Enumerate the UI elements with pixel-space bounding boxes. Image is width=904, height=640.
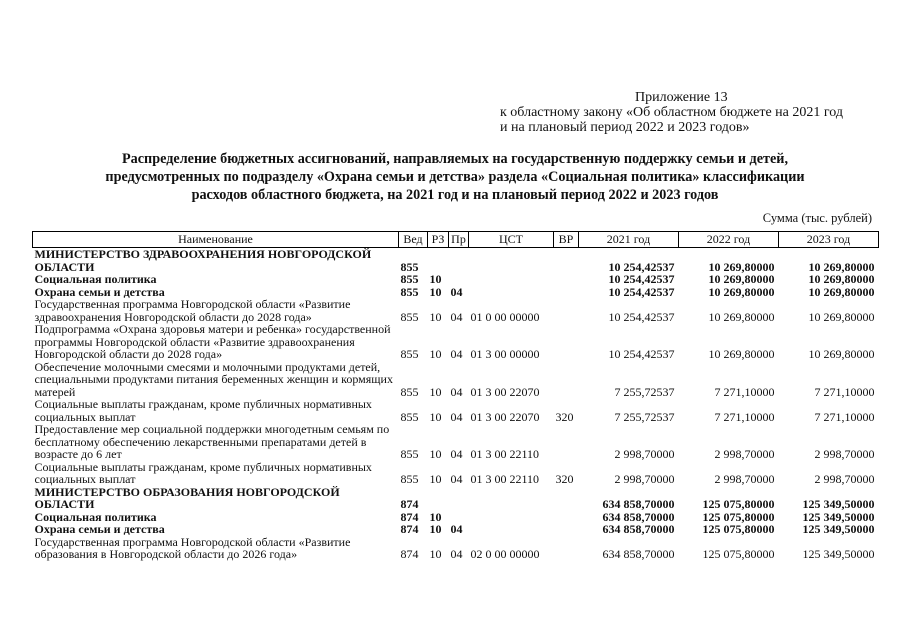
cell-rz: 10: [429, 384, 442, 399]
table-row: [33, 536, 879, 561]
cell-rz: [428, 486, 449, 511]
cell-pr: 04: [450, 384, 463, 399]
cell-ved: 855: [400, 447, 419, 461]
cell-rz: 10: [429, 472, 442, 486]
cell-y2021: 634 858,70000: [602, 522, 675, 536]
cell-pr: [449, 248, 469, 274]
cell-cst: 01 3 00 22070: [470, 384, 540, 399]
cell-vr: [554, 423, 579, 461]
cell-ved: 855: [400, 384, 419, 399]
cell-cst: [469, 273, 554, 286]
cell-rz: 10: [429, 547, 442, 561]
cell-name: Подпрограмма «Охрана здоровья матери и ребенка» государственной программы Новгородской области «Развитие здравоохранения Новгородской области до 2028 года»: [34, 322, 391, 361]
cell-y2021: 2 998,70000: [614, 447, 675, 461]
cell-y2023: 10 269,80000: [808, 259, 875, 274]
cell-pr: [449, 486, 469, 511]
table-row: [33, 298, 879, 323]
col-header-2021: 2021 год: [579, 232, 679, 248]
cell-cst: [469, 486, 554, 511]
cell-vr: 320: [555, 472, 574, 486]
col-header-pr: Пр: [449, 232, 469, 248]
col-header-rz: РЗ: [428, 232, 449, 248]
table-header-row: [33, 232, 879, 248]
cell-cst: [469, 511, 554, 524]
cell-y2023: 10 269,80000: [808, 309, 875, 324]
col-header-2023: 2023 год: [779, 232, 879, 248]
cell-ved: 855: [400, 409, 419, 424]
cell-vr: [554, 523, 579, 536]
col-header-2022: 2022 год: [679, 232, 779, 248]
cell-y2022: 7 271,10000: [714, 384, 775, 399]
cell-y2023: 10 269,80000: [808, 284, 875, 299]
cell-ved: 874: [400, 547, 419, 561]
cell-rz: 10: [429, 409, 442, 424]
cell-cst: 01 3 00 00000: [470, 347, 540, 361]
cell-y2023: 10 269,80000: [808, 347, 875, 361]
cell-rz: 10: [429, 347, 442, 361]
cell-cst: 01 3 00 22070: [470, 409, 540, 424]
cell-y2022: 2 998,70000: [714, 472, 775, 486]
cell-y2023: 2 998,70000: [814, 447, 875, 461]
appendix-number: Приложение 13: [635, 90, 728, 105]
cell-y2023: 2 998,70000: [814, 472, 875, 486]
table-row: [33, 273, 879, 286]
table-row: [33, 486, 879, 511]
cell-ved: 855: [400, 259, 419, 274]
cell-ved: 855: [400, 309, 419, 324]
document-title: [40, 150, 870, 204]
cell-pr: 04: [450, 347, 463, 361]
cell-name: МИНИСТЕРСТВО ОБРАЗОВАНИЯ НОВГОРОДСКОЙ ОБЛАСТИ: [34, 484, 340, 511]
units-label: Сумма (тыс. рублей): [762, 211, 872, 225]
cell-name: Государственная программа Новгородской области «Развитие образования в Новгородской области до 2026 года»: [34, 534, 351, 561]
cell-y2022: 10 269,80000: [708, 272, 775, 286]
cell-y2023: 125 349,50000: [802, 497, 875, 511]
cell-vr: [554, 298, 579, 323]
cell-name: Охрана семьи и детства: [34, 522, 165, 536]
cell-ved: 855: [400, 284, 419, 299]
cell-y2022: 10 269,80000: [708, 347, 775, 361]
title-line-3: расходов областного бюджета, на 2021 год и на плановый период 2022 и 2023 годов: [191, 187, 719, 203]
cell-name: Социальная политика: [34, 509, 157, 524]
cell-y2023: 125 349,50000: [802, 547, 875, 561]
cell-y2022: 10 269,80000: [708, 284, 775, 299]
cell-name: МИНИСТЕРСТВО ЗДРАВООХРАНЕНИЯ НОВГОРОДСКОЙ ОБЛАСТИ: [34, 247, 372, 274]
cell-y2023: 7 271,10000: [814, 384, 875, 399]
cell-pr: 04: [450, 409, 463, 424]
cell-cst: 01 3 00 22110: [470, 472, 540, 486]
cell-rz: [428, 248, 449, 274]
cell-y2021: 10 254,42537: [608, 259, 675, 274]
cell-y2021: 7 255,72537: [614, 409, 675, 424]
cell-y2021: 10 254,42537: [608, 284, 675, 299]
cell-ved: 855: [400, 347, 419, 361]
cell-vr: [554, 273, 579, 286]
cell-rz: 10: [429, 447, 442, 461]
cell-name: Государственная программа Новгородской области «Развитие здравоохранения Новгородской области до 2028 года»: [34, 297, 351, 324]
cell-ved: 855: [400, 272, 419, 286]
budget-table: [32, 231, 879, 561]
cell-cst: [469, 286, 554, 299]
cell-ved: 874: [400, 522, 419, 536]
appendix-law-ref: к областному закону «Об областном бюджете на 2021 год: [500, 105, 843, 120]
cell-y2021: 10 254,42537: [608, 272, 675, 286]
col-header-ved: Вед: [399, 232, 428, 248]
cell-name: Предоставление мер социальной поддержки многодетным семьям по бесплатному обеспечению лекарственными препаратами детей в возрасте до 6 лет: [34, 422, 390, 461]
cell-y2021: 634 858,70000: [602, 509, 675, 524]
cell-pr: 04: [450, 547, 463, 561]
col-header-cst: ЦСТ: [469, 232, 554, 248]
cell-name: Охрана семьи и детства: [34, 284, 165, 299]
cell-y2023: 125 349,50000: [802, 522, 875, 536]
cell-name: Социальные выплаты гражданам, кроме публичных нормативных социальных выплат: [34, 459, 372, 486]
cell-cst: 01 0 00 00000: [470, 309, 540, 324]
cell-ved: 874: [400, 497, 419, 511]
cell-rz: 10: [429, 309, 442, 324]
cell-ved: 874: [400, 509, 419, 524]
cell-y2021: 634 858,70000: [602, 497, 675, 511]
cell-y2021: 2 998,70000: [614, 472, 675, 486]
col-header-vr: ВР: [554, 232, 579, 248]
cell-pr: [449, 273, 469, 286]
cell-cst: [469, 523, 554, 536]
cell-pr: 04: [450, 447, 463, 461]
col-header-name: Наименование: [33, 232, 399, 248]
table-row: [33, 361, 879, 399]
cell-y2022: 125 075,80000: [702, 509, 775, 524]
cell-vr: [554, 536, 579, 561]
cell-ved: 855: [400, 472, 419, 486]
cell-cst: 01 3 00 22110: [470, 447, 540, 461]
cell-y2022: 125 075,80000: [702, 547, 775, 561]
cell-vr: [554, 511, 579, 524]
cell-y2022: 2 998,70000: [714, 447, 775, 461]
cell-pr: 04: [450, 472, 463, 486]
table-row: [33, 398, 879, 423]
cell-y2022: 10 269,80000: [708, 309, 775, 324]
table-row: [33, 323, 879, 361]
cell-rz: 10: [429, 509, 442, 524]
cell-pr: 04: [450, 309, 463, 324]
title-line-2: предусмотренных по подразделу «Охрана семьи и детства» раздела «Социальная политика» классификации: [105, 169, 805, 185]
table-row: [33, 248, 879, 274]
cell-y2023: 7 271,10000: [814, 409, 875, 424]
cell-y2021: 10 254,42537: [608, 347, 675, 361]
table-row: [33, 461, 879, 486]
cell-y2022: 10 269,80000: [708, 259, 775, 274]
cell-rz: 10: [429, 284, 442, 299]
cell-vr: 320: [555, 409, 574, 424]
cell-name: Обеспечение молочными смесями и молочными продуктами детей, специальными продуктами питания беременных женщин и кормящих матерей: [34, 359, 393, 399]
cell-y2021: 634 858,70000: [602, 547, 675, 561]
cell-vr: [554, 286, 579, 299]
cell-y2023: 10 269,80000: [808, 272, 875, 286]
cell-vr: [554, 248, 579, 274]
cell-y2022: 125 075,80000: [702, 497, 775, 511]
cell-y2021: 10 254,42537: [608, 309, 675, 324]
cell-name: Социальные выплаты гражданам, кроме публичных нормативных социальных выплат: [34, 397, 372, 424]
cell-cst: [469, 248, 554, 274]
cell-cst: 02 0 00 00000: [470, 547, 540, 561]
cell-rz: 10: [429, 272, 442, 286]
table-body: [33, 248, 879, 561]
appendix-note: [500, 90, 843, 135]
cell-y2022: 7 271,10000: [714, 409, 775, 424]
cell-rz: 10: [429, 522, 442, 536]
cell-pr: 04: [450, 284, 463, 299]
table-row: [33, 523, 879, 536]
cell-vr: [554, 361, 579, 399]
cell-y2021: 7 255,72537: [614, 384, 675, 399]
cell-y2023: 125 349,50000: [802, 509, 875, 524]
cell-vr: [554, 486, 579, 511]
table-row: [33, 423, 879, 461]
cell-name: Социальная политика: [34, 272, 157, 286]
cell-y2022: 125 075,80000: [702, 522, 775, 536]
appendix-law-ref-cont: и на плановый период 2022 и 2023 годов»: [500, 120, 750, 135]
cell-pr: 04: [450, 522, 463, 536]
title-line-1: Распределение бюджетных ассигнований, направляемых на государственную поддержку семьи и детей,: [122, 151, 788, 167]
cell-vr: [554, 323, 579, 361]
